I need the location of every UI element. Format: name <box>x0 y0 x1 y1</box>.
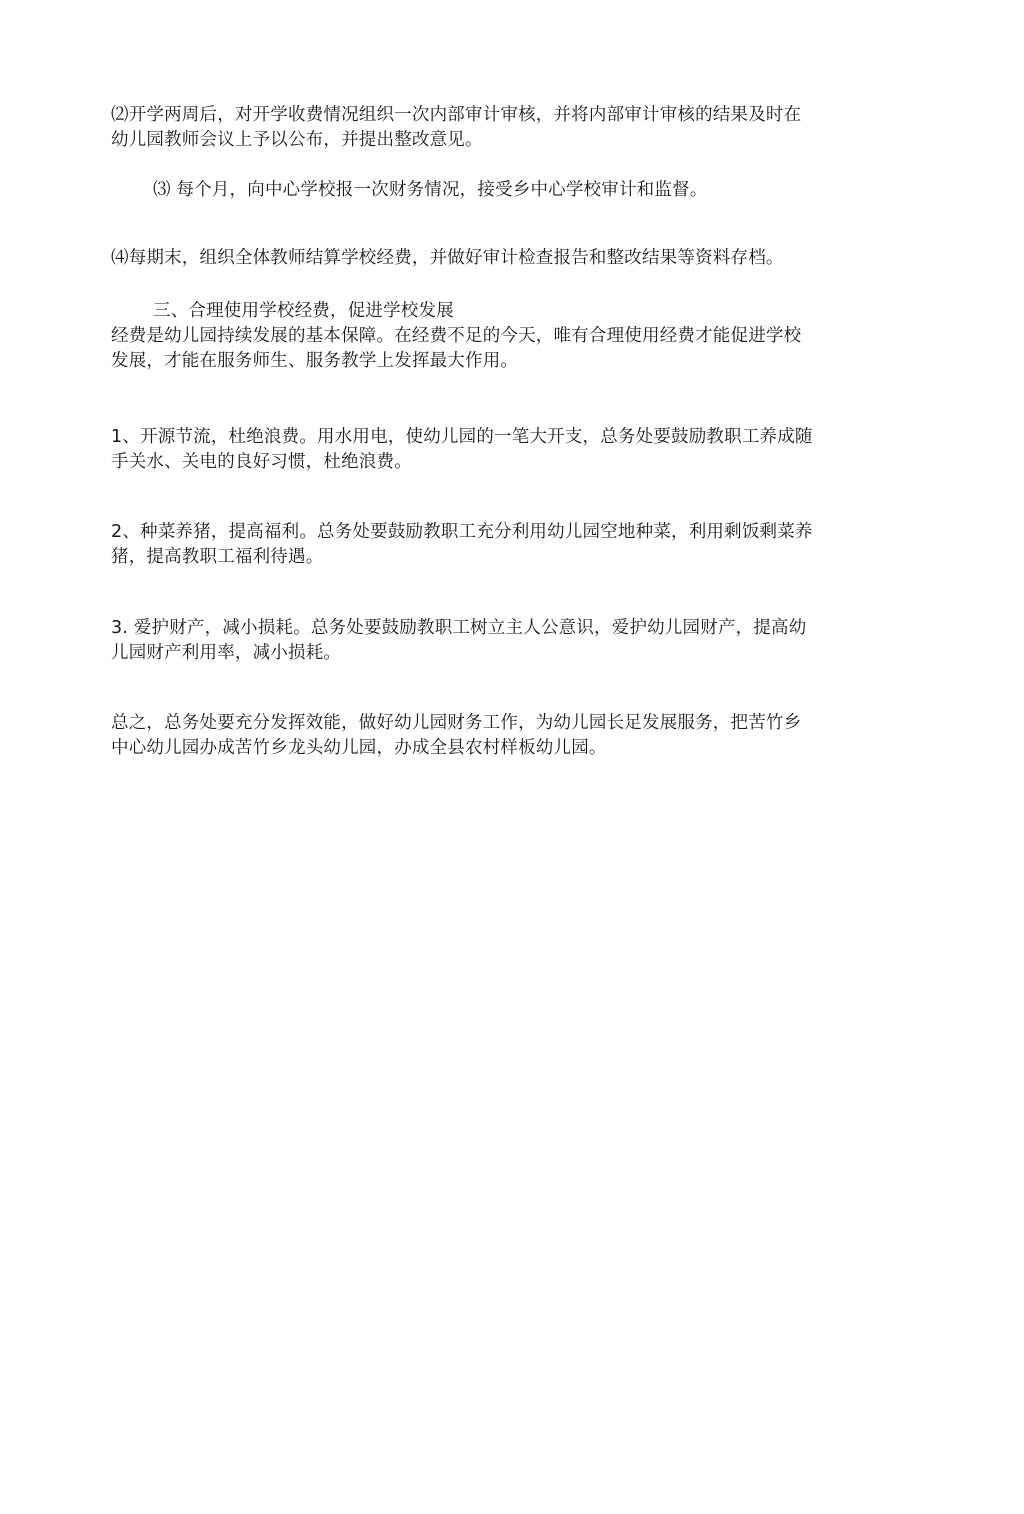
paragraph-item-3 <box>111 616 881 666</box>
text-line: 中心幼儿园办成苦竹乡龙头幼儿园，办成全县农村样板幼儿园。 <box>111 738 607 758</box>
paragraph-term-end-settlement <box>111 246 881 271</box>
text-line: 儿园财产利用率，减小损耗。 <box>111 643 342 663</box>
paragraph-section-three <box>111 299 881 374</box>
paragraph-monthly-report <box>153 178 923 203</box>
text-line: ⑵开学两周后，对开学收费情况组织一次内部审计审核，并将内部审计审核的结果及时在 <box>111 105 802 125</box>
text-line: 2、种菜养猪，提高福利。总务处要鼓励教职工充分利用幼儿园空地种菜，利用剩饭剩菜养 <box>111 522 813 542</box>
section-heading: 三、合理使用学校经费，促进学校发展 <box>153 301 454 321</box>
text-line: ⑷每期末，组织全体教师结算学校经费，并做好审计检查报告和整改结果等资料存档。 <box>111 248 784 268</box>
text-line: 幼儿园教师会议上予以公布，并提出整改意见。 <box>111 130 483 150</box>
text-line: 总之，总务处要充分发挥效能，做好幼儿园财务工作，为幼儿园长足发展服务，把苦竹乡 <box>111 713 802 733</box>
text-line: 手关水、关电的良好习惯，杜绝浪费。 <box>111 452 412 472</box>
text-line: 3. 爱护财产，减小损耗。总务处要鼓励教职工树立主人公意识，爱护幼儿园财产，提高幼 <box>111 618 807 638</box>
text-line: 猪，提高教职工福利待遇。 <box>111 547 324 567</box>
paragraph-item-2 <box>111 520 881 570</box>
text-line: 发展，才能在服务师生、服务教学上发挥最大作用。 <box>111 351 519 371</box>
paragraph-audit-two-weeks <box>111 103 881 153</box>
text-line: 1、开源节流，杜绝浪费。用水用电，使幼儿园的一笔大开支，总务处要鼓励教职工养成随 <box>111 427 813 447</box>
text-line: ⑶ 每个月，向中心学校报一次财务情况，接受乡中心学校审计和监督。 <box>153 180 708 200</box>
paragraph-conclusion <box>111 711 881 761</box>
text-line: 经费是幼儿园持续发展的基本保障。在经费不足的今天，唯有合理使用经费才能促进学校 <box>111 326 802 346</box>
paragraph-item-1 <box>111 425 881 475</box>
